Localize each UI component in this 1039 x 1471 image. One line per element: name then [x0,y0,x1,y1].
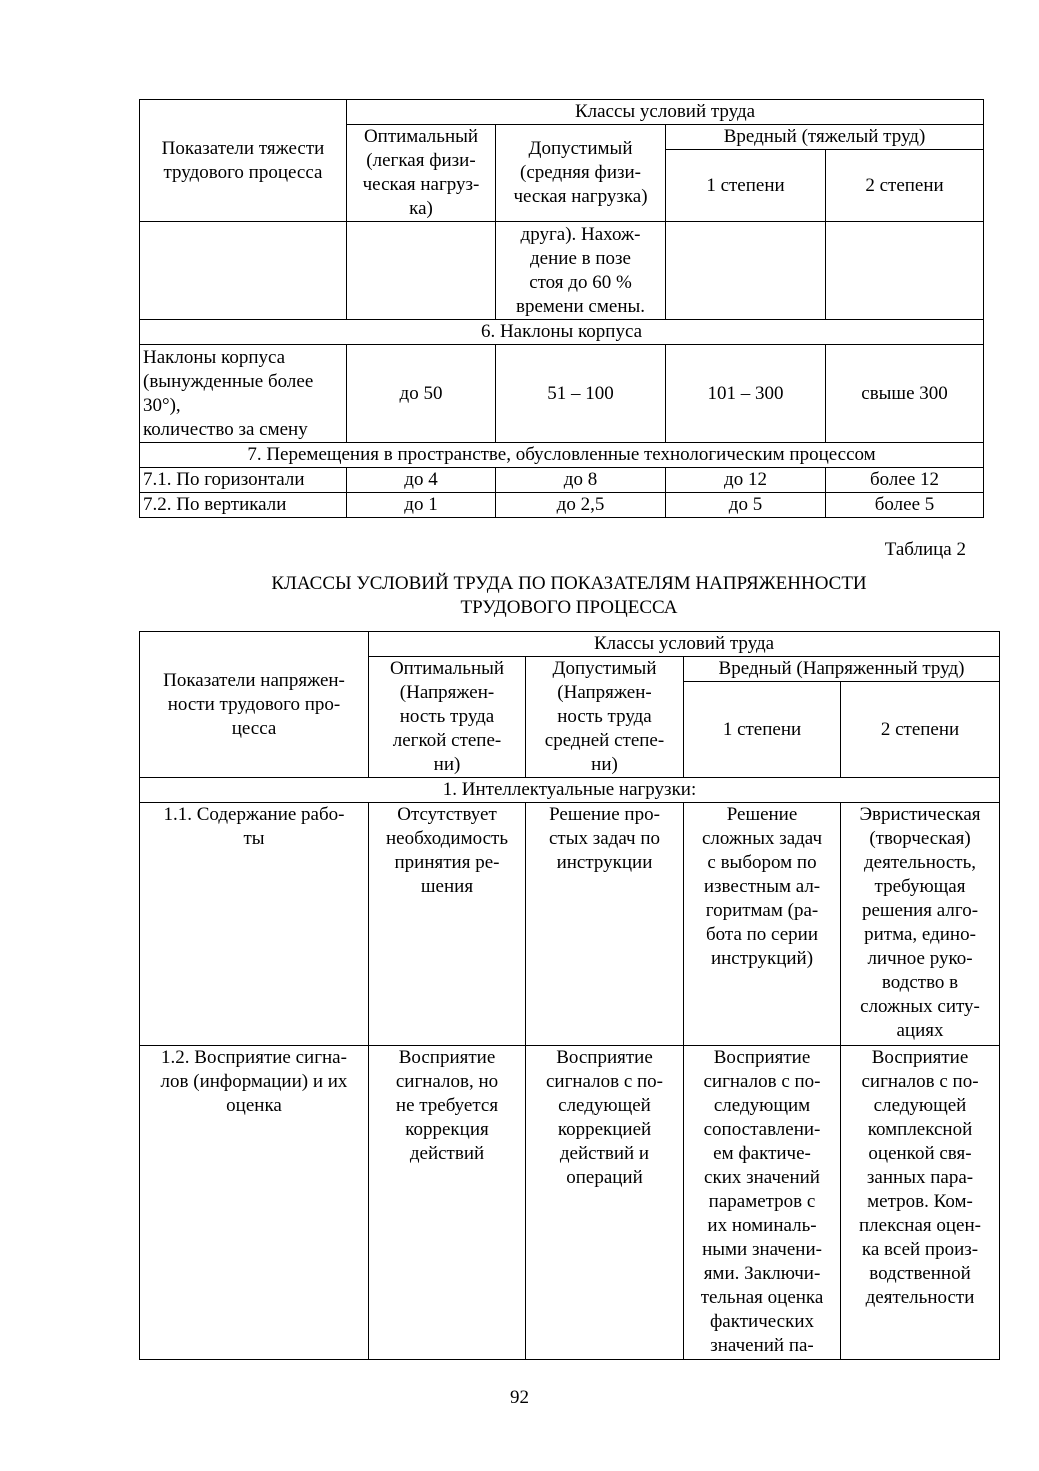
header-acceptable: Допустимый (Напряжен- ность труда средней степе- ни) [526,657,684,778]
row-label: 1.2. Восприятие сигна- лов (информации) и их оценка [140,1046,369,1360]
table-cell: до 1 [347,493,496,518]
table-cell: до 12 [666,468,826,493]
header-degree-2: 2 степени [841,682,1000,778]
header-degree-1: 1 степени [684,682,841,778]
section-row [140,320,984,345]
table-cell: Решение про- стых задач по инструкции [526,803,684,1046]
table-cell: 51 – 100 [496,345,666,443]
table-cell [347,222,496,320]
table-cell [666,222,826,320]
section-title: 1. Интеллектуальные нагрузки: [140,778,1000,803]
section-title: 7. Перемещения в пространстве, обусловленные технологическим процессом [140,443,984,468]
table-cell: Восприятие сигналов, но не требуется коррекция действий [369,1046,526,1360]
header-degree-1: 1 степени [666,150,826,222]
table-cell: до 8 [496,468,666,493]
row-label: Наклоны корпуса (вынужденные более 30°), количество за смену [140,345,347,443]
table-cell: до 2,5 [496,493,666,518]
header-classes: Классы условий труда [369,632,1000,657]
page-number: 92 [510,1387,529,1408]
table-row [140,345,984,443]
row-label: 1.1. Содержание рабо- ты [140,803,369,1046]
table-row [140,493,984,518]
table-row [140,468,984,493]
section-title: 6. Наклоны корпуса [140,320,984,345]
table-cell: более 5 [826,493,984,518]
table-label: Таблица 2 [884,539,966,560]
table-header-row [140,632,1000,657]
table-cell: до 5 [666,493,826,518]
table-cell: друга). Нахож- дение в позе стоя до 60 % времени смены. [496,222,666,320]
table-cell: свыше 300 [826,345,984,443]
header-optimal: Оптимальный (Напряжен- ность труда легкой степе- ни) [369,657,526,778]
header-acceptable: Допустимый (средняя физи- ческая нагрузка) [496,125,666,222]
section-row [140,443,984,468]
table-title: КЛАССЫ УСЛОВИЙ ТРУДА ПО ПОКАЗАТЕЛЯМ НАПРЯЖЕННОСТИ ТРУДОВОГО ПРОЦЕССА [271,573,867,618]
header-classes: Классы условий труда [347,100,984,125]
table-intensity [139,631,1000,1360]
table-cell: Восприятие сигналов с по- следующей коррекцией действий и операций [526,1046,684,1360]
header-harmful: Вредный (тяжелый труд) [666,125,984,150]
table-row [140,222,984,320]
table-header-row [140,100,984,125]
table-heaviness [139,99,984,518]
table-cell: до 50 [347,345,496,443]
table-row [140,1046,1000,1360]
table-cell: 101 – 300 [666,345,826,443]
header-optimal: Оптимальный (легкая физи- ческая нагруз- ка) [347,125,496,222]
table-cell: Восприятие сигналов с по- следующим сопоставлени- ем фактиче- ских значений параметров с их номиналь- ными значени- ями. Заключи- тельная оценка фактических значений па- [684,1046,841,1360]
header-harmful: Вредный (Напряженный труд) [684,657,1000,682]
table-cell: Эвристическая (творческая) деятельность, требующая решения алго- ритма, едино- личное руко- водство в сложных ситу- ациях [841,803,1000,1046]
table-cell: Отсутствует необходимость принятия ре- шения [369,803,526,1046]
table-cell [826,222,984,320]
table-cell: Решение сложных задач с выбором по известным ал- горитмам (ра- бота по серии инструкций) [684,803,841,1046]
header-degree-2: 2 степени [826,150,984,222]
table-cell: до 4 [347,468,496,493]
table-cell: более 12 [826,468,984,493]
header-indicator: Показатели тяжести трудового процесса [140,100,347,222]
table-cell: Восприятие сигналов с по- следующей комплексной оценкой свя- занных пара- метров. Ком- плексная оцен- ка всей произ- водственной деятельности [841,1046,1000,1360]
row-label: 7.1. По горизонтали [140,468,347,493]
table-row [140,803,1000,1046]
section-row [140,778,1000,803]
table-cell [140,222,347,320]
header-indicator: Показатели напряжен- ности трудового про- цесса [140,632,369,778]
row-label: 7.2. По вертикали [140,493,347,518]
